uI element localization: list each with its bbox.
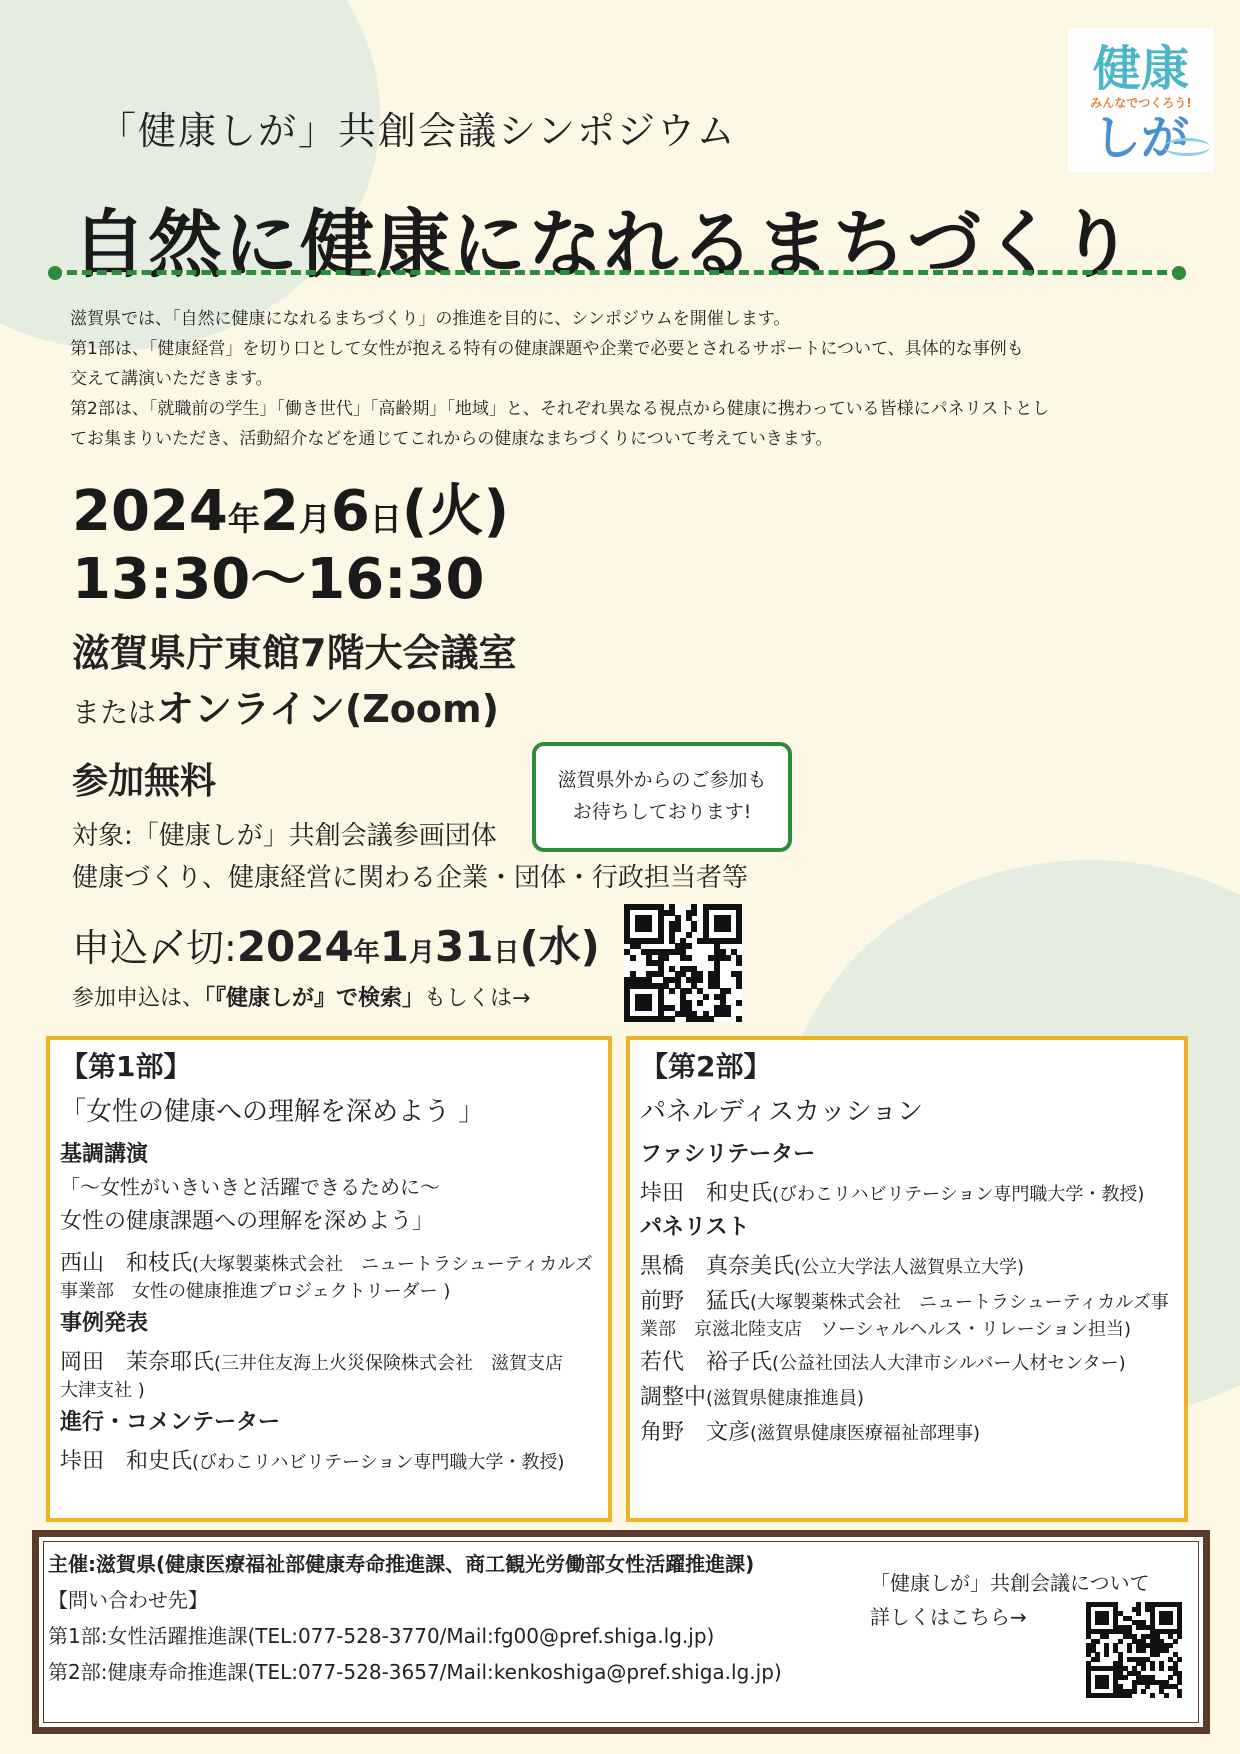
case-study-label: 事例発表 bbox=[60, 1311, 149, 1336]
panelist-affiliation: (大塚製薬株式会社 ニュートラシューティカルズ事業部 京滋北陸支店 ソーシャルヘルス・リレーション担当) bbox=[640, 1292, 1169, 1340]
title-underline bbox=[52, 270, 1182, 276]
date-year: 2024 bbox=[72, 479, 228, 544]
moderator-label: 進行・コメンテーター bbox=[60, 1410, 281, 1435]
intro-line: 交えて講演いただきます。 bbox=[70, 369, 273, 389]
event-online bbox=[72, 684, 499, 738]
apply-text: 参加申込は、 bbox=[72, 986, 205, 1011]
deadline-month: 1 bbox=[379, 922, 409, 971]
keynote-label: 基調講演 bbox=[60, 1142, 149, 1167]
deadline-year: 2024 bbox=[236, 922, 354, 971]
panelist-name: 若代 裕子氏 bbox=[640, 1350, 773, 1375]
panelist bbox=[640, 1380, 1174, 1411]
panelist-name: 黒橋 真奈美氏 bbox=[640, 1254, 795, 1279]
more-info-text: 「健康しが」共創会議について bbox=[870, 1571, 1150, 1595]
qr-code-icon[interactable] bbox=[1086, 1602, 1182, 1698]
panelist bbox=[640, 1415, 1174, 1446]
part2-title: パネルディスカッション bbox=[640, 1097, 924, 1127]
footer-contact bbox=[48, 1546, 868, 1690]
part1-header: 【第1部】 bbox=[60, 1050, 192, 1083]
panelist-affiliation: (公立大学法人滋賀県立大学) bbox=[794, 1257, 1025, 1278]
date-weekday: (火) bbox=[401, 479, 510, 544]
intro-text bbox=[70, 304, 1170, 454]
date-unit: 月 bbox=[408, 938, 435, 968]
speaker-name: 垰田 和史氏 bbox=[640, 1181, 773, 1206]
panelist-affiliation: (公益社団法人大津市シルバー人材センター) bbox=[772, 1353, 1126, 1374]
part2-box bbox=[626, 1036, 1188, 1522]
event-venue: 滋賀県庁東館7階大会議室 bbox=[72, 631, 517, 675]
event-time: 13:30～16:30 bbox=[72, 547, 485, 612]
date-unit: 日 bbox=[369, 500, 402, 538]
wave-icon bbox=[1164, 138, 1210, 156]
callout-line: 滋賀県外からのご参加も bbox=[557, 769, 767, 791]
more-info-link[interactable]: 詳しくはこちら→ bbox=[870, 1605, 1027, 1629]
speaker-affiliation: (大塚製薬株式会社 ニュートラシューティカルズ事業部 女性の健康推進プロジェクトリーダー ) bbox=[60, 1254, 593, 1302]
speaker bbox=[640, 1176, 1174, 1207]
panelist-name: 調整中 bbox=[640, 1385, 707, 1410]
panelist-affiliation: (滋賀県健康推進員) bbox=[706, 1388, 865, 1409]
panelist-name: 角野 文彦 bbox=[640, 1420, 751, 1445]
part1-title: 「女性の健康への理解を深めよう 」 bbox=[60, 1097, 485, 1127]
speaker-affiliation: (びわこリハビリテーション専門職大学・教授) bbox=[192, 1452, 565, 1473]
logo-text: しが bbox=[1092, 110, 1189, 166]
date-month: 2 bbox=[259, 479, 299, 544]
panelist bbox=[640, 1284, 1174, 1341]
deadline-day: 31 bbox=[434, 922, 494, 971]
panelist-name: 前野 猛氏 bbox=[640, 1289, 751, 1314]
part1-box bbox=[46, 1036, 612, 1522]
speaker bbox=[60, 1345, 598, 1402]
speaker-affiliation: (三井住友海上火災保険株式会社 滋賀支店 大津支社 ) bbox=[60, 1353, 582, 1401]
apply-text: もしくは→ bbox=[424, 986, 531, 1011]
apply-instructions bbox=[72, 982, 530, 1016]
speaker-name: 垰田 和史氏 bbox=[60, 1449, 193, 1474]
panelist bbox=[640, 1345, 1174, 1376]
page-title: 自然に健康になれるまちづくり bbox=[72, 202, 1136, 288]
application-deadline bbox=[72, 922, 600, 978]
intro-line: 滋賀県では、「自然に健康になれるまちづくり」の推進を目的に、シンポジウムを開催します。 bbox=[70, 309, 791, 329]
logo-tagline: みんなでつくろう! bbox=[1090, 96, 1192, 110]
speaker-name: 岡田 茉奈耶氏 bbox=[60, 1350, 215, 1375]
panelist bbox=[640, 1249, 1174, 1280]
panelist-affiliation: (滋賀県健康医療福祉部理事) bbox=[750, 1423, 981, 1444]
date-day: 6 bbox=[330, 479, 370, 544]
speaker-name: 西山 和枝氏 bbox=[60, 1251, 193, 1276]
keynote-title: 女性の健康課題への理解を深めよう」 bbox=[60, 1209, 435, 1234]
contact-part1: 第1部:女性活躍推進課(TEL:077-528-3770/Mail:fg00@pref.shiga.lg.jp) bbox=[48, 1624, 715, 1648]
event-subtitle: 「健康しが」共創会議シンポジウム bbox=[98, 109, 737, 153]
part2-header: 【第2部】 bbox=[640, 1050, 772, 1083]
speaker-affiliation: (びわこリハビリテーション専門職大学・教授) bbox=[772, 1184, 1145, 1205]
kenko-shiga-logo bbox=[1068, 28, 1214, 172]
date-unit: 年 bbox=[353, 938, 380, 968]
target-audience: 健康づくり、健康経営に関わる企業・団体・行政担当者等 bbox=[72, 863, 749, 893]
online-prefix: または bbox=[72, 696, 157, 729]
intro-line: 第1部は、「健康経営」を切り口として女性が抱える特有の健康課題や企業で必要とされるサポートについて、具体的な事例も bbox=[70, 339, 1024, 359]
callout-line: お待ちしております! bbox=[572, 801, 752, 823]
deadline-label: 申込〆切: bbox=[72, 926, 237, 970]
host-info: 主催:滋賀県(健康医療福祉部健康寿命推進課、商工観光労働部女性活躍推進課) bbox=[48, 1552, 755, 1576]
intro-line: 第2部は、「就職前の学生」「働き世代」「高齢期」「地域」と、それぞれ異なる視点から健康に携わっている皆様にパネリストとし bbox=[70, 399, 1050, 419]
qr-code-icon[interactable] bbox=[624, 904, 742, 1022]
intro-line: てお集まりいただき、活動紹介などを通じてこれからの健康なまちづくりについて考えていきます。 bbox=[70, 429, 833, 449]
panelist-label: パネリスト bbox=[640, 1215, 750, 1240]
fee-label: 参加無料 bbox=[72, 761, 217, 802]
deadline-weekday: (水) bbox=[519, 922, 600, 971]
online-label: オンライン(Zoom) bbox=[156, 687, 499, 731]
event-date bbox=[72, 478, 509, 553]
logo-text: 健康 bbox=[1092, 41, 1189, 97]
date-unit: 年 bbox=[227, 500, 260, 538]
contact-part2: 第2部:健康寿命推進課(TEL:077-528-3657/Mail:kenkoshiga@pref.shiga.lg.jp) bbox=[48, 1660, 782, 1684]
speaker bbox=[60, 1444, 598, 1475]
keynote-title: 「～女性がいきいきと活躍できるために～ bbox=[60, 1175, 440, 1199]
date-unit: 月 bbox=[298, 500, 331, 538]
apply-search-text: 「『健康しが』で検索」 bbox=[204, 986, 425, 1011]
speaker bbox=[60, 1246, 598, 1303]
underline-dot bbox=[48, 266, 62, 280]
facilitator-label: ファシリテーター bbox=[640, 1142, 816, 1167]
contact-label: 【問い合わせ先】 bbox=[48, 1588, 208, 1612]
callout-box bbox=[532, 742, 792, 852]
background-circle bbox=[0, 0, 380, 350]
target-audience: 対象:「健康しが」共創会議参画団体 bbox=[72, 821, 497, 851]
date-unit: 日 bbox=[493, 938, 520, 968]
underline-dot bbox=[1172, 266, 1186, 280]
